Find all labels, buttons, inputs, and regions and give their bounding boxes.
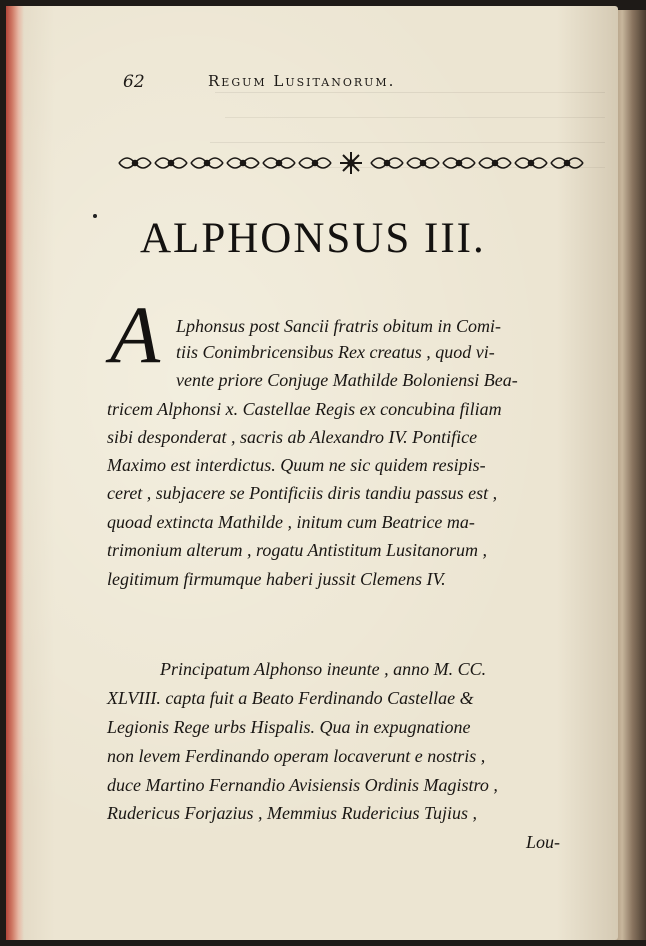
page-header xyxy=(123,72,583,98)
red-gutter-edge xyxy=(6,6,24,940)
catchword: Lou- xyxy=(526,832,561,852)
text-line: XLVIII. capta fuit a Beato Ferdinando Castellae & xyxy=(107,688,474,708)
drop-cap-initial: A xyxy=(110,289,161,380)
text-line: tricem Alphonsi x. Castellae Regis ex concubina filiam xyxy=(107,399,502,419)
running-head: Regum Lusitanorum. xyxy=(208,72,396,90)
text-line: Legionis Rege urbs Hispalis. Qua in expugnatione xyxy=(107,717,471,737)
text-line: trimonium alterum , rogatu Antistitum Lusitanorum , xyxy=(107,540,488,560)
text-line: ceret , subjacere se Pontificiis diris tandiu passus est , xyxy=(107,483,498,503)
chapter-title: ALPHONSUS III. xyxy=(140,215,486,262)
text-line: legitimum firmumque haberi jussit Clemens IV. xyxy=(107,569,446,589)
text-line: tiis Conimbricensibus Rex creatus , quod vi- xyxy=(176,342,495,362)
text-line: sibi desponderat , sacris ab Alexandro IV. Pontifice xyxy=(107,427,478,447)
text-line: duce Martino Fernandio Avisiensis Ordinis Magistro , xyxy=(107,775,498,795)
text-line: vente priore Conjuge Mathilde Boloniensi Bea- xyxy=(176,370,518,390)
text-line: Lphonsus post Sancii fratris obitum in Comi- xyxy=(176,316,502,336)
ink-speck xyxy=(93,214,97,218)
page-number: 62 xyxy=(123,72,145,92)
fleuron-ornament-band xyxy=(115,150,587,176)
text-line: Principatum Alphonso ineunte , anno M. CC. xyxy=(160,659,487,679)
text-line: Rudericus Forjazius , Memmius Rudericius Tujius , xyxy=(107,803,477,823)
text-line: quoad extincta Mathilde , initum cum Beatrice ma- xyxy=(107,512,475,532)
text-line: Maximo est interdictus. Quum ne sic quidem resipis- xyxy=(107,455,486,475)
text-line: non levem Ferdinando operam locaverunt e nostris , xyxy=(107,746,486,766)
